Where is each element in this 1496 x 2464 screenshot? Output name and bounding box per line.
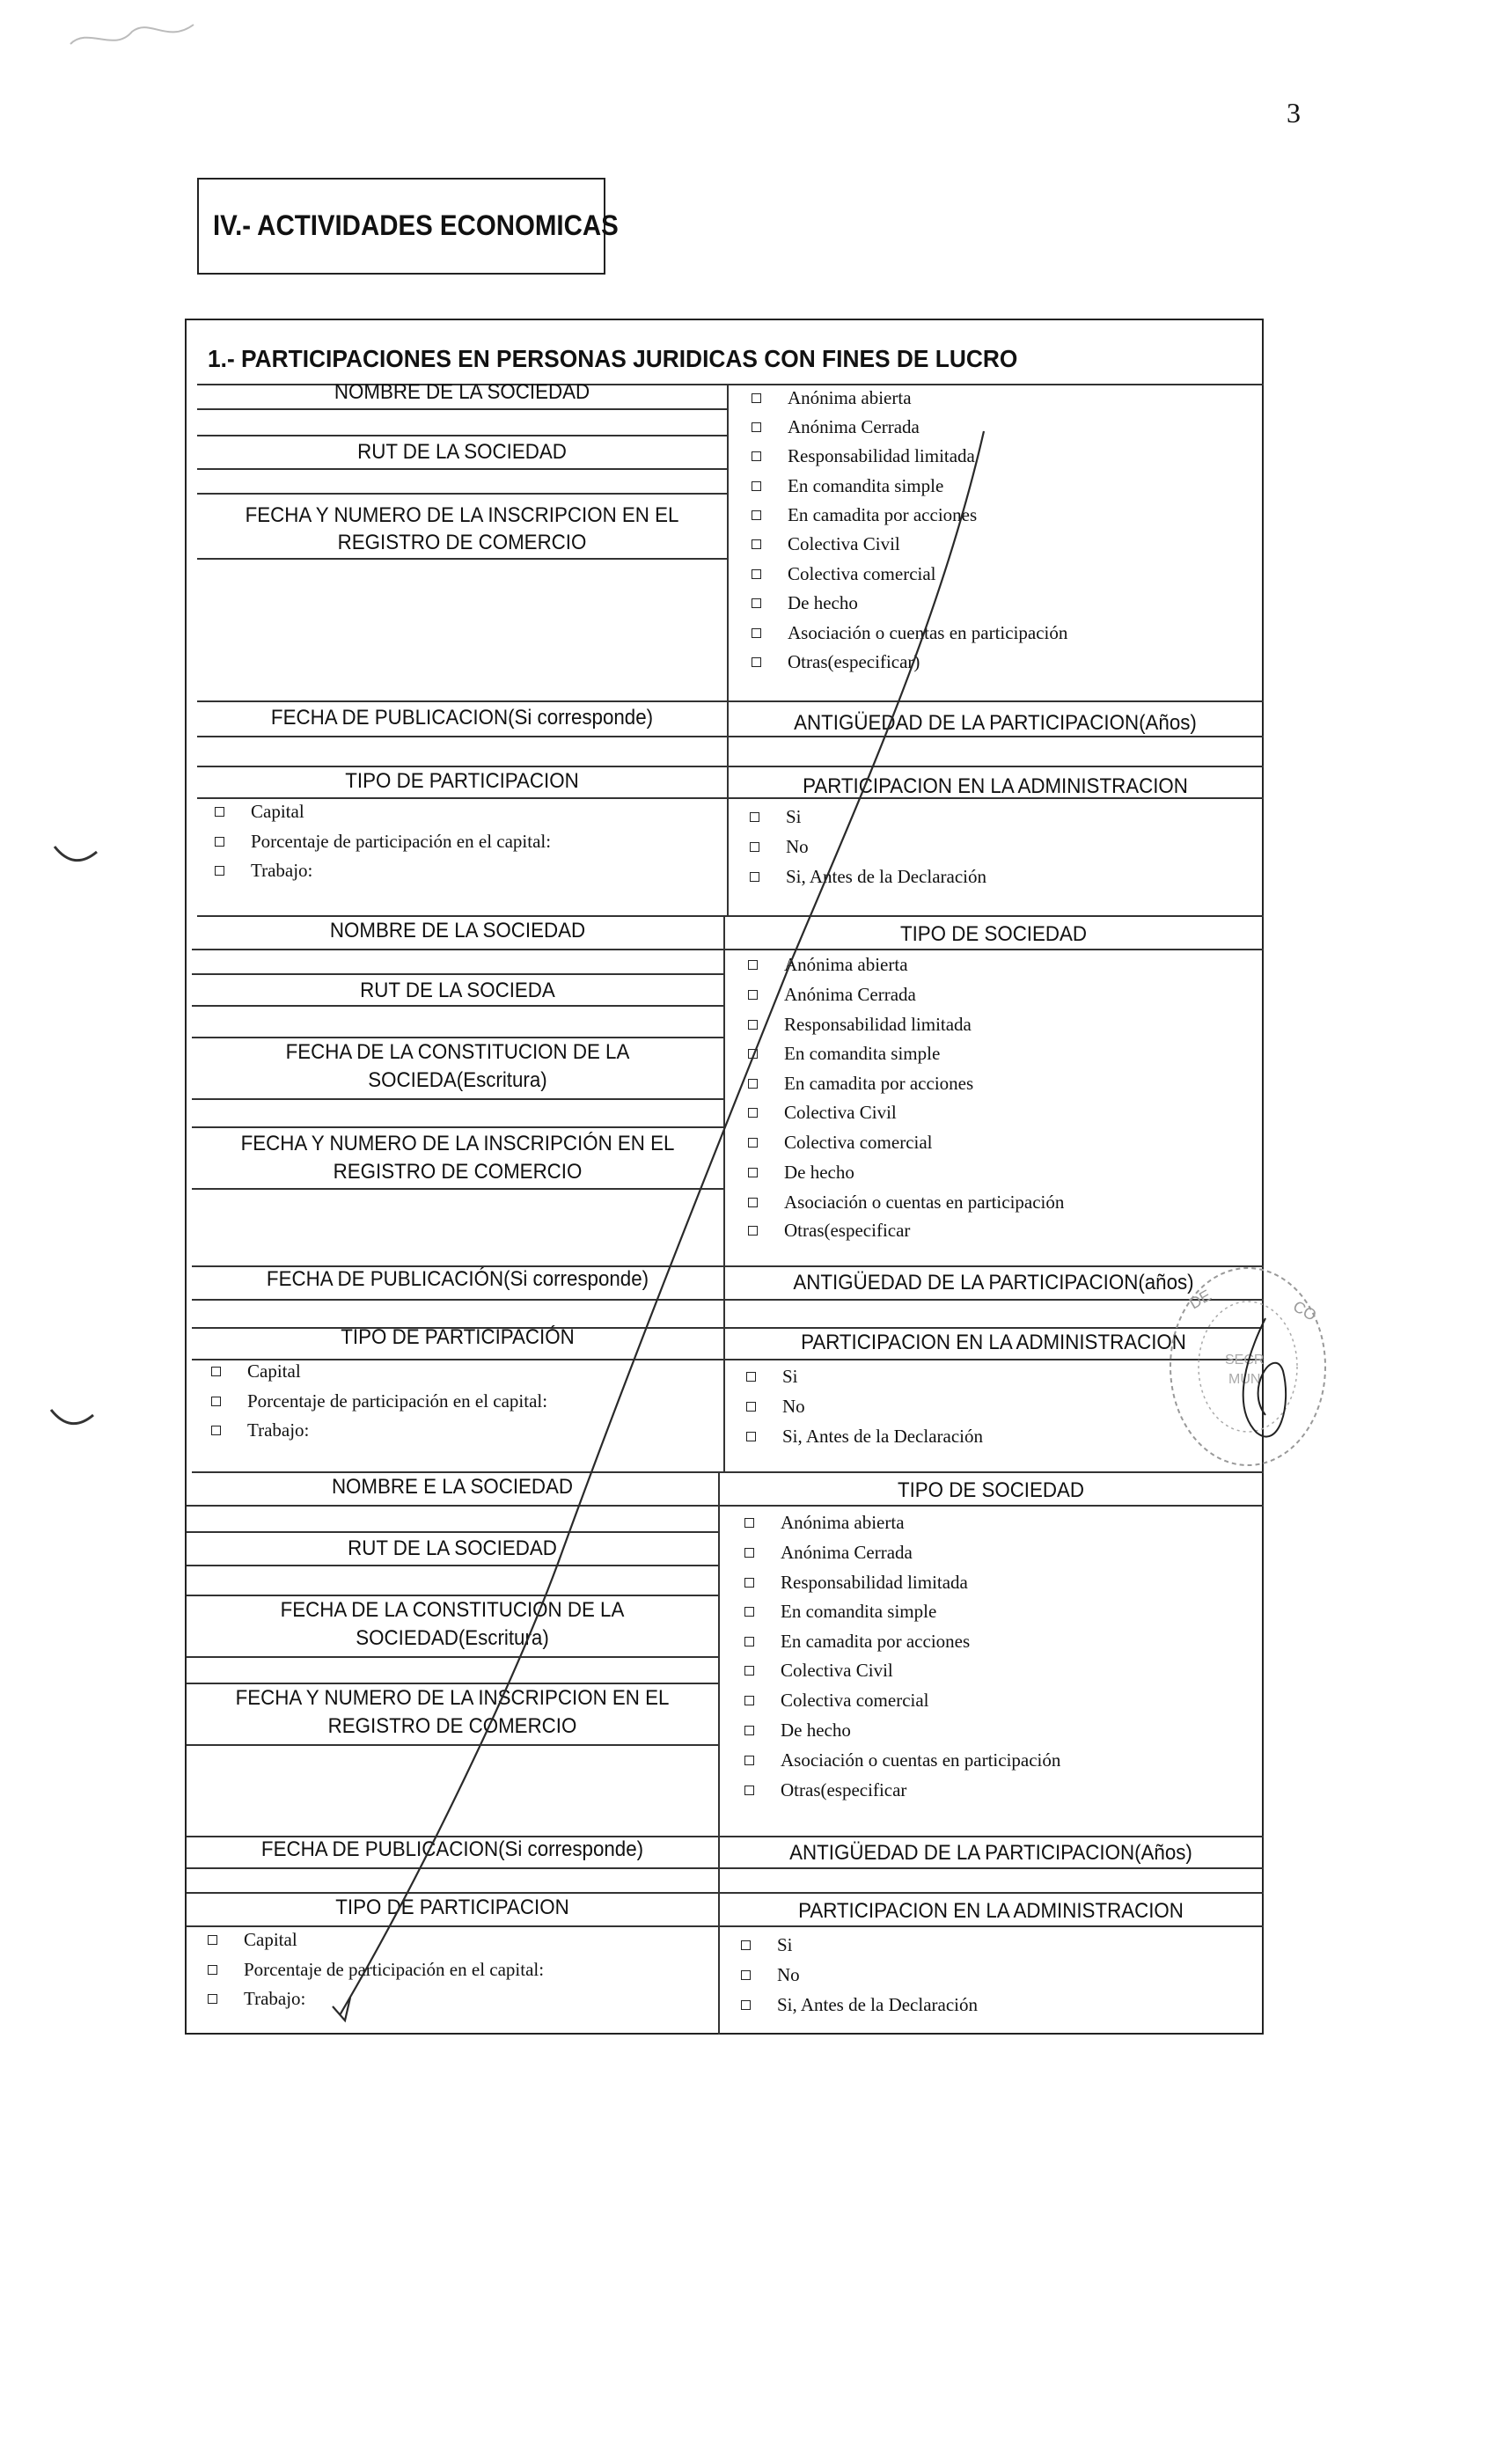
- option-label: En camadita por acciones: [781, 1631, 971, 1652]
- checkbox-icon[interactable]: [746, 1372, 756, 1382]
- checkbox-icon[interactable]: [208, 1994, 217, 2004]
- option-label: Asociación o cuentas en participación: [781, 1749, 1061, 1771]
- registry-label-line2: REGISTRO DE COMERCIO: [327, 1714, 577, 1738]
- participation-option[interactable]: [211, 1419, 309, 1441]
- constitution-label-line1: FECHA DE LA CONSTITUCION DE LA: [285, 1040, 630, 1064]
- grid-line: [197, 558, 727, 560]
- constitution-label-line2: SOCIEDAD(Escritura): [356, 1626, 549, 1650]
- administration-option[interactable]: [741, 1964, 800, 1986]
- administration-option[interactable]: [746, 1366, 798, 1388]
- society-type-option[interactable]: [752, 563, 936, 585]
- checkbox-icon[interactable]: [752, 598, 761, 608]
- checkbox-icon[interactable]: [744, 1756, 754, 1765]
- grid-line: [197, 435, 727, 436]
- company-name-label: NOMBRE E LA SOCIEDAD: [331, 1475, 574, 1499]
- grid-line: [192, 1126, 723, 1128]
- rut-label: RUT DE LA SOCIEDA: [360, 979, 555, 1002]
- registry-label-line1: FECHA Y NUMERO DE LA INSCRIPCION EN EL: [235, 1686, 670, 1710]
- checkbox-icon[interactable]: [748, 1226, 758, 1236]
- society-type-option[interactable]: [744, 1660, 893, 1682]
- option-label: Porcentaje de participación en el capital:: [244, 1959, 545, 1980]
- grid-line: [187, 1656, 718, 1658]
- option-label: Porcentaje de participación en el capital:: [247, 1390, 548, 1412]
- society-type-option[interactable]: [744, 1601, 936, 1623]
- grid-line: [192, 1005, 723, 1007]
- option-label: Responsabilidad limitada: [788, 445, 975, 466]
- checkbox-icon[interactable]: [748, 1168, 758, 1177]
- administration-option[interactable]: [746, 1396, 805, 1418]
- grid-line: [192, 1359, 1264, 1360]
- checkbox-icon[interactable]: [752, 657, 761, 667]
- column-divider: [723, 917, 725, 1471]
- checkbox-icon[interactable]: [748, 1079, 758, 1089]
- checkbox-icon[interactable]: [748, 1198, 758, 1207]
- option-label: Asociación o cuentas en participación: [784, 1192, 1065, 1213]
- checkbox-icon[interactable]: [744, 1637, 754, 1646]
- checkbox-icon[interactable]: [748, 990, 758, 1000]
- checkbox-icon[interactable]: [744, 1696, 754, 1705]
- option-label: Otras(especificar): [788, 651, 920, 672]
- section-title-box: [197, 178, 619, 275]
- option-label: Responsabilidad limitada: [781, 1572, 968, 1593]
- participation-type-label: TIPO DE PARTICIPACIÓN: [341, 1325, 575, 1349]
- participation-option[interactable]: [215, 831, 551, 853]
- participation-option[interactable]: [208, 1988, 305, 2010]
- society-type-option[interactable]: [748, 1043, 940, 1065]
- option-label: De hecho: [788, 592, 858, 613]
- society-type-label: TIPO DE SOCIEDAD: [899, 922, 1088, 946]
- society-type-option[interactable]: [752, 592, 858, 614]
- municipal-stamp-icon: [1160, 1257, 1336, 1477]
- participation-type-label: TIPO DE PARTICIPACION: [345, 769, 579, 793]
- society-type-option[interactable]: [748, 1073, 973, 1095]
- rut-label: RUT DE LA SOCIEDAD: [348, 1536, 557, 1560]
- checkbox-icon[interactable]: [752, 628, 761, 638]
- grid-line: [197, 700, 1264, 702]
- checkbox-icon[interactable]: [752, 539, 761, 549]
- grid-line: [187, 1867, 1264, 1869]
- registry-label-line2: REGISTRO DE COMERCIO: [333, 1160, 583, 1184]
- society-type-option[interactable]: [744, 1512, 905, 1534]
- society-type-option[interactable]: [748, 1014, 972, 1036]
- society-type-option[interactable]: [744, 1779, 906, 1801]
- option-label: Capital: [247, 1360, 301, 1382]
- checkbox-icon[interactable]: [744, 1607, 754, 1617]
- society-type-option[interactable]: [748, 1162, 854, 1184]
- checkbox-icon[interactable]: [746, 1402, 756, 1412]
- participation-option[interactable]: [208, 1929, 297, 1951]
- option-label: Colectiva Civil: [781, 1660, 893, 1681]
- checkbox-icon[interactable]: [741, 2000, 751, 2010]
- administration-label: PARTICIPACION EN LA ADMINISTRACION: [798, 1899, 1184, 1923]
- option-label: Anónima Cerrada: [788, 416, 920, 437]
- option-label: Trabajo:: [251, 860, 313, 881]
- checkbox-icon[interactable]: [211, 1426, 221, 1435]
- grid-line: [197, 408, 727, 410]
- svg-text:DE: DE: [1186, 1286, 1214, 1313]
- option-label: Colectiva comercial: [781, 1690, 929, 1711]
- publication-date-label: FECHA DE PUBLICACION(Si corresponde): [260, 1837, 644, 1861]
- option-label: Colectiva Civil: [784, 1102, 897, 1123]
- option-label: De hecho: [784, 1162, 854, 1183]
- administration-option[interactable]: [741, 1994, 978, 2016]
- checkbox-icon[interactable]: [208, 1965, 217, 1975]
- rut-label: RUT DE LA SOCIEDAD: [357, 440, 567, 464]
- administration-option[interactable]: [750, 806, 802, 828]
- column-divider: [727, 384, 729, 917]
- column-divider: [718, 1473, 720, 2035]
- option-label: No: [777, 1964, 800, 1985]
- section-title: IV.- ACTIVIDADES ECONOMICAS: [213, 209, 619, 241]
- society-type-label: TIPO DE SOCIEDAD: [897, 1478, 1085, 1502]
- constitution-label-line1: FECHA DE LA CONSTITUCION DE LA: [280, 1598, 625, 1622]
- administration-option[interactable]: [746, 1426, 983, 1448]
- option-label: Anónima abierta: [784, 954, 908, 975]
- checkbox-icon[interactable]: [744, 1666, 754, 1676]
- publication-date-label: FECHA DE PUBLICACION(Si corresponde): [270, 706, 654, 730]
- checkbox-icon[interactable]: [744, 1518, 754, 1528]
- option-label: Otras(especificar: [781, 1779, 907, 1800]
- checkbox-icon[interactable]: [208, 1935, 217, 1945]
- option-label: Responsabilidad limitada: [784, 1014, 972, 1035]
- society-type-option[interactable]: [744, 1720, 851, 1742]
- society-type-option[interactable]: [752, 416, 920, 438]
- option-label: Trabajo:: [244, 1988, 306, 2009]
- participation-option[interactable]: [208, 1959, 544, 1981]
- grid-line: [192, 1299, 1264, 1301]
- society-type-option[interactable]: [744, 1631, 970, 1653]
- grid-line: [187, 1531, 718, 1533]
- society-type-option[interactable]: [748, 954, 908, 976]
- option-label: Si: [782, 1366, 798, 1387]
- checkbox-icon[interactable]: [752, 422, 761, 432]
- administration-option[interactable]: [750, 836, 809, 858]
- option-label: En comandita simple: [788, 475, 944, 496]
- checkbox-icon[interactable]: [752, 510, 761, 520]
- option-label: Anónima abierta: [781, 1512, 905, 1533]
- seniority-label: ANTIGÜEDAD DE LA PARTICIPACION(Años): [789, 1841, 1192, 1865]
- option-label: Si, Antes de la Declaración: [782, 1426, 984, 1447]
- svg-text:MUN: MUN: [1228, 1372, 1261, 1387]
- constitution-label-line2: SOCIEDA(Escritura): [368, 1068, 547, 1092]
- registry-label-line1: FECHA Y NUMERO DE LA INSCRIPCION EN EL: [245, 503, 679, 527]
- checkbox-icon[interactable]: [744, 1726, 754, 1735]
- society-type-option[interactable]: [752, 533, 900, 555]
- checkbox-icon[interactable]: [752, 481, 761, 491]
- page-number: 3: [1287, 97, 1301, 128]
- option-label: Colectiva comercial: [784, 1132, 933, 1153]
- society-type-option[interactable]: [752, 445, 975, 467]
- checkbox-icon[interactable]: [752, 569, 761, 579]
- grid-line: [197, 468, 727, 470]
- checkbox-icon[interactable]: [748, 1020, 758, 1030]
- option-label: Colectiva Civil: [788, 533, 900, 554]
- option-label: No: [782, 1396, 805, 1417]
- society-type-option[interactable]: [748, 1220, 910, 1242]
- option-label: En comandita simple: [781, 1601, 937, 1622]
- option-label: Asociación o cuentas en participación: [788, 622, 1068, 643]
- society-type-option[interactable]: [752, 387, 912, 409]
- society-type-option[interactable]: [748, 1132, 933, 1154]
- checkbox-icon[interactable]: [215, 807, 224, 817]
- checkbox-icon[interactable]: [744, 1578, 754, 1588]
- option-label: Si: [786, 806, 802, 827]
- checkbox-icon[interactable]: [752, 393, 761, 403]
- society-type-option[interactable]: [752, 651, 920, 673]
- svg-text:SECR: SECR: [1225, 1353, 1265, 1368]
- registry-label-line2: REGISTRO DE COMERCIO: [337, 531, 587, 554]
- checkbox-icon[interactable]: [750, 872, 759, 882]
- society-type-option[interactable]: [752, 622, 1067, 644]
- society-type-option[interactable]: [752, 475, 943, 497]
- checkbox-icon[interactable]: [748, 1108, 758, 1118]
- society-type-option[interactable]: [748, 984, 916, 1006]
- option-label: Trabajo:: [247, 1419, 310, 1441]
- option-label: Si: [777, 1934, 793, 1955]
- company-name-label: NOMBRE DE LA SOCIEDAD: [329, 919, 586, 942]
- checkbox-icon[interactable]: [741, 1970, 751, 1980]
- grid-line: [192, 1188, 723, 1190]
- society-type-option[interactable]: [744, 1542, 913, 1564]
- checkbox-icon[interactable]: [750, 812, 759, 822]
- society-type-option[interactable]: [748, 1102, 897, 1124]
- punch-hole-mark: [48, 1399, 100, 1443]
- grid-line: [187, 1744, 718, 1746]
- checkbox-icon[interactable]: [744, 1548, 754, 1558]
- seniority-label: ANTIGÜEDAD DE LA PARTICIPACION(Años): [794, 711, 1197, 735]
- participation-type-label: TIPO DE PARTICIPACION: [335, 1896, 569, 1919]
- administration-option[interactable]: [741, 1934, 793, 1956]
- participation-option[interactable]: [211, 1390, 547, 1412]
- option-label: Anónima abierta: [788, 387, 912, 408]
- grid-line: [192, 973, 723, 975]
- option-label: De hecho: [781, 1720, 851, 1741]
- option-label: Anónima Cerrada: [784, 984, 916, 1005]
- participation-option[interactable]: [215, 860, 312, 882]
- society-type-option[interactable]: [744, 1572, 968, 1594]
- participation-option[interactable]: [211, 1360, 301, 1382]
- option-label: Capital: [251, 801, 304, 822]
- grid-line: [192, 949, 1264, 950]
- option-label: Porcentaje de participación en el capital:: [251, 831, 552, 852]
- checkbox-icon[interactable]: [215, 837, 224, 847]
- administration-label: PARTICIPACION EN LA ADMINISTRACION: [803, 774, 1188, 798]
- punch-hole-mark: [51, 836, 104, 880]
- option-label: En camadita por acciones: [788, 504, 978, 525]
- checkbox-icon[interactable]: [752, 451, 761, 461]
- checkbox-icon[interactable]: [744, 1786, 754, 1795]
- registry-label-line1: FECHA Y NUMERO DE LA INSCRIPCIÓN EN EL: [240, 1132, 675, 1155]
- grid-line: [187, 1565, 718, 1566]
- scan-scribble: [62, 9, 202, 62]
- society-type-option[interactable]: [744, 1749, 1060, 1771]
- checkbox-icon[interactable]: [215, 866, 224, 876]
- checkbox-icon[interactable]: [741, 1940, 751, 1950]
- checkbox-icon[interactable]: [211, 1367, 221, 1376]
- administration-option[interactable]: [750, 866, 986, 888]
- society-type-option[interactable]: [744, 1690, 929, 1712]
- grid-line: [187, 1505, 1264, 1507]
- society-type-option[interactable]: [752, 504, 977, 526]
- option-label: Si, Antes de la Declaración: [777, 1994, 979, 2015]
- grid-line: [192, 1098, 723, 1100]
- society-type-option[interactable]: [748, 1192, 1064, 1214]
- checkbox-icon[interactable]: [750, 842, 759, 852]
- option-label: En comandita simple: [784, 1043, 941, 1064]
- grid-line: [187, 1925, 1264, 1927]
- option-label: En camadita por acciones: [784, 1073, 974, 1094]
- grid-line: [197, 493, 727, 495]
- option-label: Capital: [244, 1929, 297, 1950]
- company-name-label: NOMBRE DE LA SOCIEDAD: [334, 380, 590, 404]
- option-label: Otras(especificar: [784, 1220, 911, 1241]
- checkbox-icon[interactable]: [211, 1397, 221, 1406]
- checkbox-icon[interactable]: [748, 960, 758, 970]
- option-label: Si, Antes de la Declaración: [786, 866, 987, 887]
- seniority-label: ANTIGÜEDAD DE LA PARTICIPACION(años): [793, 1271, 1194, 1294]
- checkbox-icon[interactable]: [748, 1049, 758, 1059]
- checkbox-icon[interactable]: [748, 1138, 758, 1148]
- publication-date-label: FECHA DE PUBLICACIÓN(Si corresponde): [266, 1267, 649, 1291]
- option-label: No: [786, 836, 809, 857]
- option-label: Colectiva comercial: [788, 563, 936, 584]
- administration-label: PARTICIPACION EN LA ADMINISTRACION: [801, 1331, 1186, 1354]
- option-label: Anónima Cerrada: [781, 1542, 913, 1563]
- svg-text:CO: CO: [1290, 1297, 1320, 1324]
- checkbox-icon[interactable]: [746, 1432, 756, 1441]
- form-heading: 1.- PARTICIPACIONES EN PERSONAS JURIDICAS CON FINES DE LUCRO: [208, 345, 1018, 372]
- participation-option[interactable]: [215, 801, 304, 823]
